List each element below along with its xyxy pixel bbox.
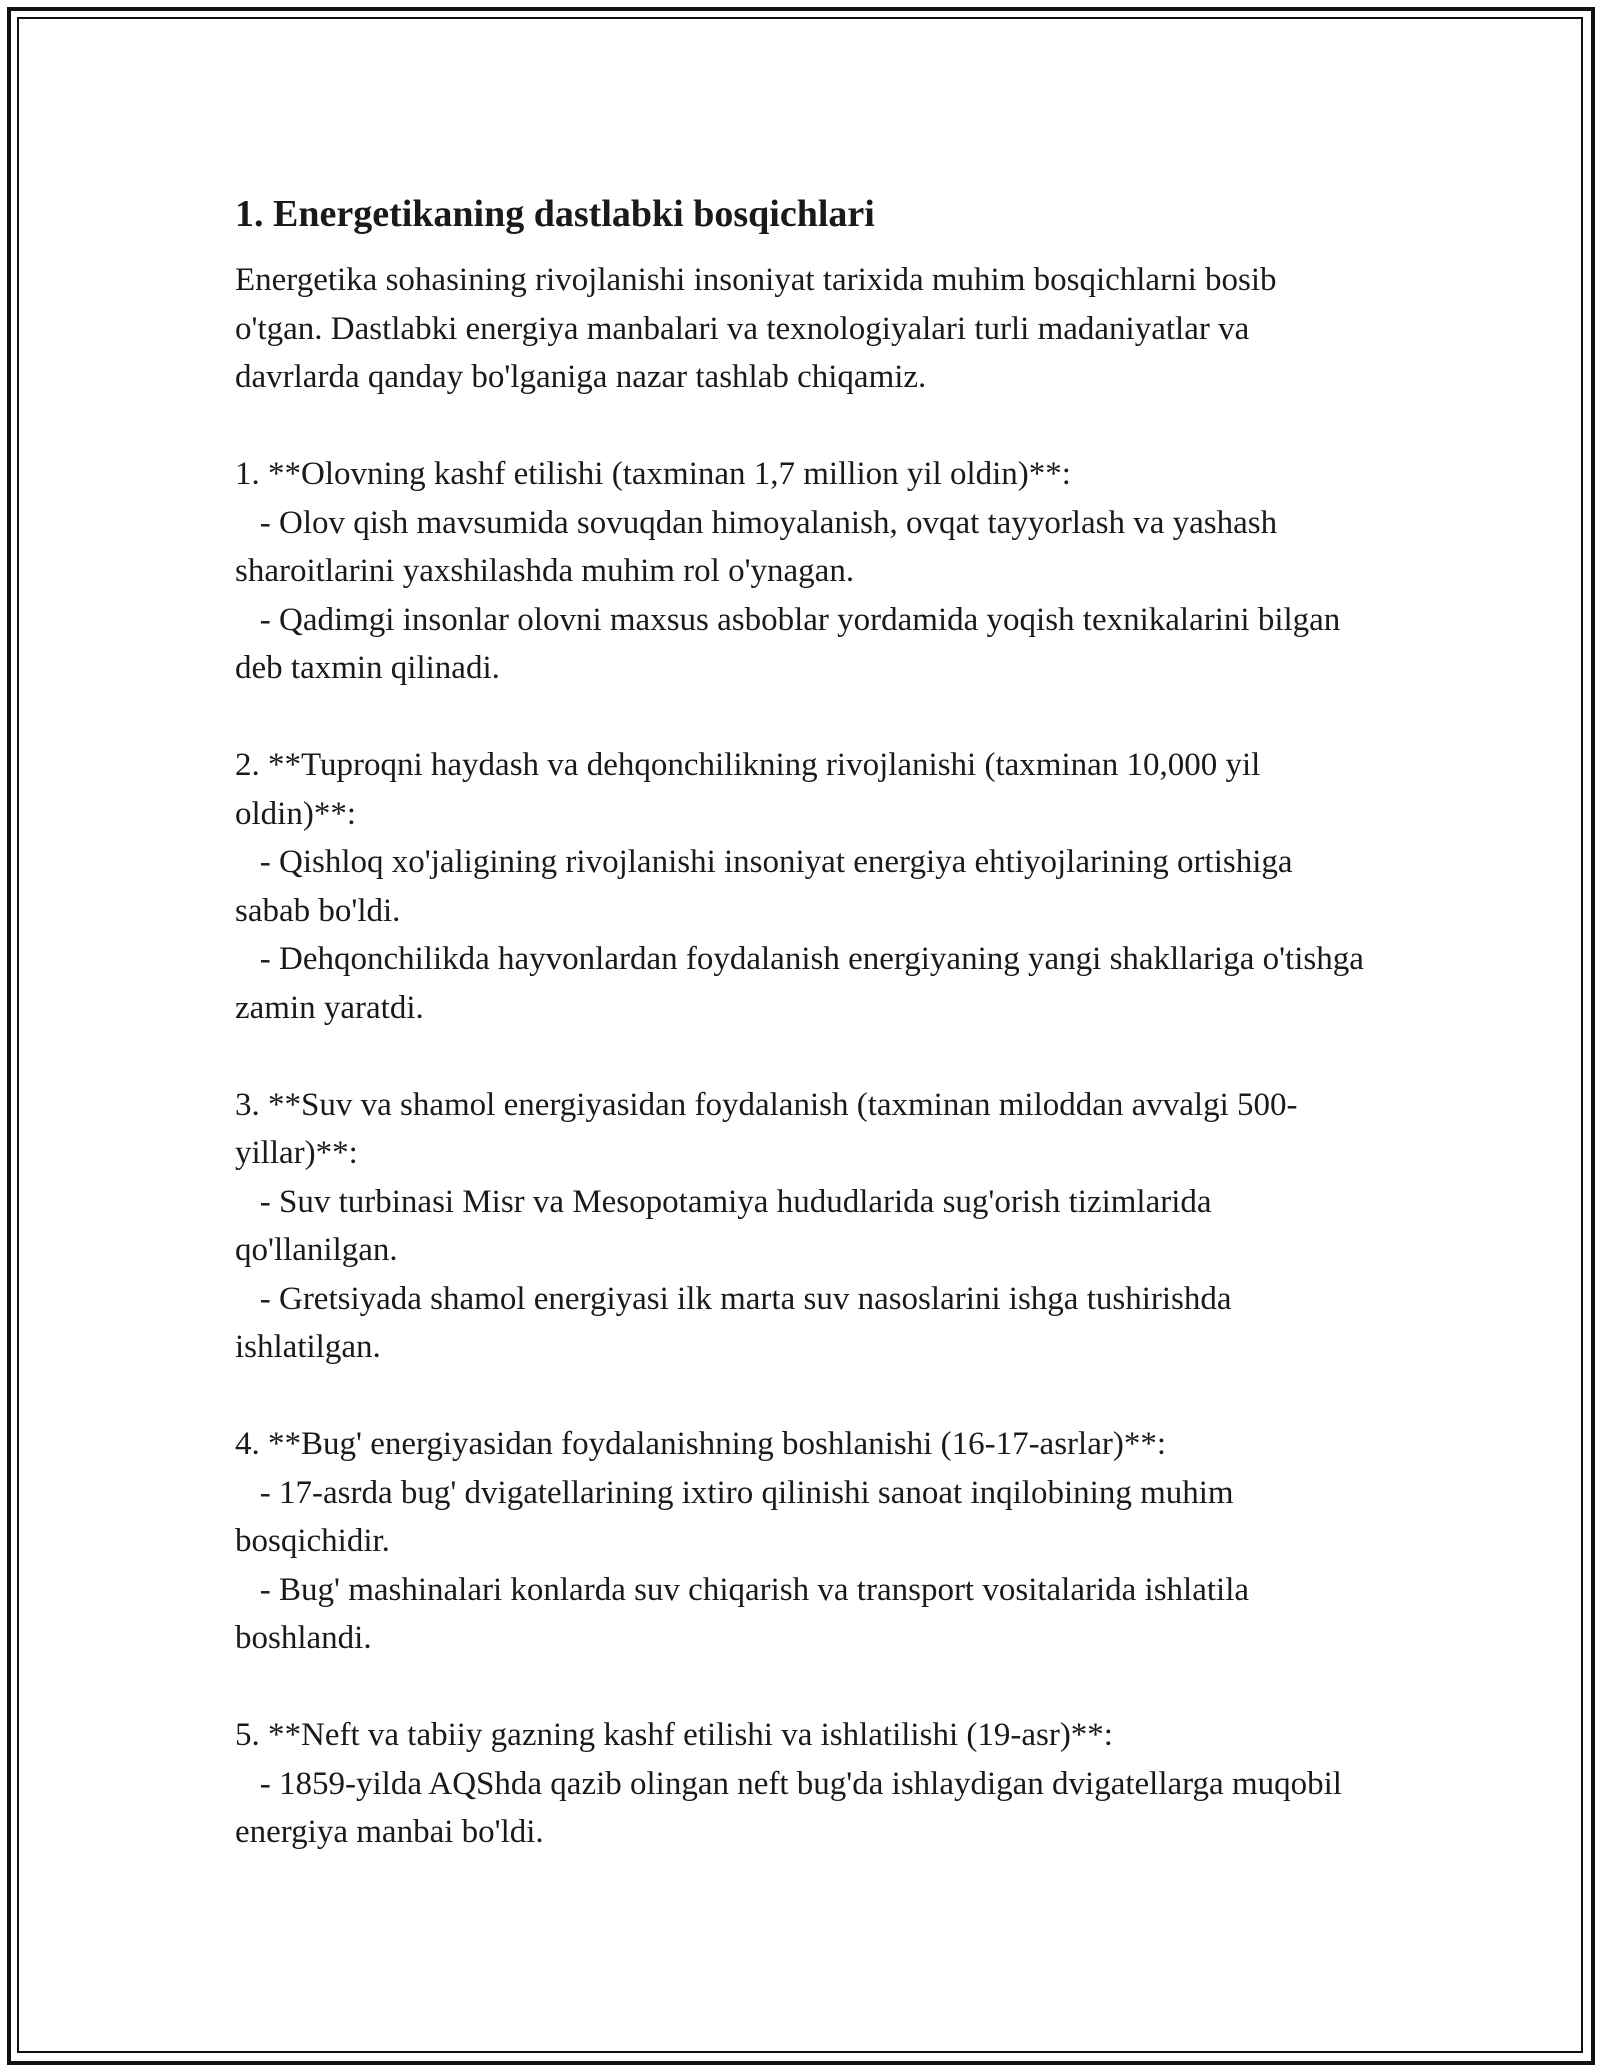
- section-bullet: - Olov qish mavsumida sovuqdan himoyalanish, ovqat tayyorlash va yashash sharoitlarini yaxshilashda muhim rol o'ynagan.: [235, 504, 1286, 589]
- section-bullet: - Gretsiyada shamol energiyasi ilk marta suv nasoslarini ishga tushirishda ishlatilgan.: [235, 1280, 1240, 1365]
- section-bullet: - 17-asrda bug' dvigatellarining ixtiro qilinishi sanoat inqilobining muhim bosqichidir.: [235, 1474, 1242, 1559]
- document-body: [235, 186, 1373, 1857]
- document-title: 1. Energetikaning dastlabki bosqichlari: [235, 193, 875, 235]
- section-oil-gas: [235, 1711, 1365, 1857]
- section-heading: 3. **Suv va shamol energiyasidan foydalanish (taxminan miloddan avvalgi 500-yillar)**:: [235, 1086, 1298, 1171]
- section-bullet: - 1859-yilda AQShda qazib olingan neft bug'da ishlaydigan dvigatellarga muqobil energiya manbai bo'ldi.: [235, 1765, 1351, 1850]
- section-heading: 2. **Tuproqni haydash va dehqonchilikning rivojlanishi (taxminan 10,000 yil oldin)**:: [235, 747, 1269, 832]
- section-heading: 4. **Bug' energiyasidan foydalanishning boshlanishi (16-17-asrlar)**:: [235, 1426, 1166, 1462]
- section-bullet: - Bug' mashinalari konlarda suv chiqarish va transport vositalarida ishlatila boshlandi.: [235, 1571, 1258, 1656]
- intro-paragraph: Energetika sohasining rivojlanishi insoniyat tarixida muhim bosqichlarni bosib o'tgan. Dastlabki energiya manbalari va texnologiyalari turli madaniyatlar va davrlarda qanday bo'lganiga nazar tashlab chiqamiz.: [235, 262, 1285, 395]
- section-heading: 1. **Olovning kashf etilishi (taxminan 1,7 million yil oldin)**:: [235, 456, 1071, 492]
- section-heading: 5. **Neft va tabiiy gazning kashf etilishi va ishlatilishi (19-asr)**:: [235, 1717, 1113, 1753]
- section-bullet: - Qadimgi insonlar olovni maxsus asboblar yordamida yoqish texnikalarini bilgan deb taxmin qilinadi.: [235, 601, 1349, 686]
- section-bullet: - Dehqonchilikda hayvonlardan foydalanish energiyaning yangi shakllariga o'tishga zamin yaratdi.: [235, 941, 1373, 1026]
- section-steam: [235, 1420, 1365, 1663]
- section-bullet: - Qishloq xo'jaligining rivojlanishi insoniyat energiya ehtiyojlarining ortishiga sabab bo'ldi.: [235, 844, 1301, 929]
- section-fire: [235, 450, 1365, 693]
- section-agriculture: [235, 741, 1373, 1032]
- section-bullet: - Suv turbinasi Misr va Mesopotamiya hududlarida sug'orish tizimlarida qo'llanilgan.: [235, 1183, 1220, 1268]
- section-water-wind: [235, 1081, 1365, 1372]
